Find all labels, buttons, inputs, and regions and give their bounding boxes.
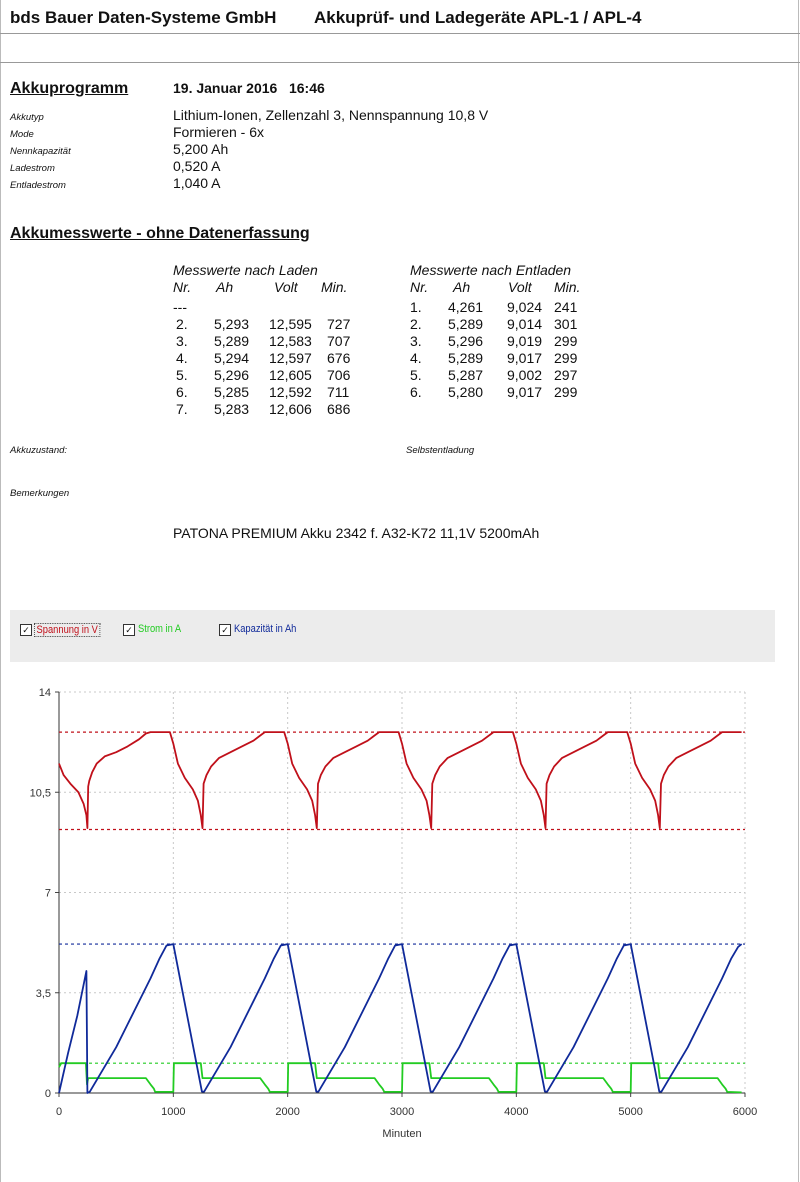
measure-title: Akkumesswerte - ohne Datenerfassung [10,225,310,242]
cell-volt: 12,592 [269,384,312,400]
field-row [10,124,610,141]
field-value: Lithium-Ionen, Zellenzahl 3, Nennspannung 10,8 V [173,107,489,123]
col-min: Min. [554,279,581,295]
cell-volt: 9,019 [507,333,543,349]
cell-volt: 9,024 [507,299,543,315]
cell-min: 297 [554,367,578,383]
cell-ah: 4,261 [448,299,484,315]
charge-table [173,279,373,418]
header-spacer [0,34,800,63]
program-title: Akkuprogramm [10,80,129,97]
cell-ah: 5,289 [448,316,484,332]
cell-nr: 2. [176,316,188,332]
cell-ah: 5,294 [214,350,250,366]
x-tick-label: 0 [55,1106,63,1118]
x-tick-label: 6000 [732,1106,758,1118]
cell-nr: 6. [176,384,188,400]
cell-min: 707 [327,333,351,349]
field-label: Nennkapazität [10,146,71,157]
y-tick-label: 3,5 [35,987,51,1000]
legend-label-spannung[interactable]: Spannung in V [34,623,100,637]
table-row [410,367,610,384]
cell-ah: 5,293 [214,316,250,332]
table-header [410,279,610,296]
y-tick-label: 10,5 [29,787,51,800]
page-header [0,0,800,34]
x-tick-label: 2000 [275,1106,300,1118]
cell-nr: 2. [410,316,422,332]
selbstentladung-label: Selbstentladung [406,445,475,456]
cell-nr: 7. [176,401,188,417]
series-line [59,1063,742,1092]
discharge-table [410,279,610,401]
col-volt: Volt [508,279,532,295]
table-row [173,299,373,316]
y-tick-label: 7 [44,887,51,900]
col-ah: Ah [453,279,471,295]
table-row [173,316,373,333]
table-row [173,384,373,401]
remark-text: PATONA PREMIUM Akku 2342 f. A32-K72 11,1V 5200mAh [173,525,540,541]
field-label: Entladestrom [10,180,66,191]
x-tick-label: 4000 [504,1106,529,1118]
checkbox-spannung[interactable]: ✓ [20,624,32,636]
field-label: Akkutyp [10,112,44,123]
cell-volt: 12,583 [269,333,312,349]
cell-nr: 3. [410,333,422,349]
series-line [59,732,742,828]
cell-ah: 5,296 [214,367,250,383]
checkbox-kapazitaet[interactable]: ✓ [219,624,231,636]
cell-nr: 5. [410,367,422,383]
cell-ah: 5,285 [214,384,250,400]
col-min: Min. [321,279,348,295]
field-label: Mode [10,129,34,140]
field-value: 0,520 A [173,158,221,174]
table-row [410,350,610,367]
cell-min: 299 [554,333,578,349]
cell-volt: 9,002 [507,367,543,383]
chart-legend-bar [10,610,775,662]
battery-chart [0,680,800,1160]
cell-min: 241 [554,299,578,315]
program-date: 19. Januar 2016 [173,80,278,96]
field-row [10,141,610,158]
cell-min: 299 [554,350,578,366]
company-name: bds Bauer Daten-Systeme GmbH [10,8,277,27]
cell-min: 727 [327,316,351,332]
cell-nr: 3. [176,333,188,349]
x-tick-label: 5000 [618,1106,643,1118]
col-volt: Volt [274,279,298,295]
cell-min: 711 [327,384,350,400]
cell-nr: --- [173,299,187,315]
checkbox-strom[interactable]: ✓ [123,624,135,636]
col-nr: Nr. [173,279,192,295]
cell-min: 299 [554,384,578,400]
cell-ah: 5,289 [214,333,250,349]
x-tick-label: 1000 [161,1106,186,1118]
discharge-table-title: Messwerte nach Entladen [410,262,572,278]
cell-volt: 12,597 [269,350,312,366]
cell-volt: 12,605 [269,367,312,383]
cell-ah: 5,289 [448,350,484,366]
legend-label-kapazitaet[interactable]: Kapazität in Ah [234,623,297,635]
table-row [410,299,610,316]
table-row [173,367,373,384]
cell-min: 676 [327,350,351,366]
table-row [173,333,373,350]
table-row [173,350,373,367]
table-header [173,279,373,296]
cell-volt: 9,014 [507,316,543,332]
cell-ah: 5,280 [448,384,484,400]
cell-ah: 5,296 [448,333,484,349]
akkuzustand-label: Akkuzustand: [10,445,68,456]
x-tick-label: 3000 [389,1106,415,1118]
cell-min: 301 [554,316,578,332]
charge-table-title: Messwerte nach Laden [173,262,318,278]
series-line [59,944,742,1093]
col-ah: Ah [216,279,234,295]
cell-ah: 5,287 [448,367,484,383]
program-fields [10,107,610,192]
product-name: Akkuprüf- und Ladegeräte APL-1 / APL-4 [314,8,642,27]
cell-nr: 4. [176,350,188,366]
program-datetime [173,80,325,96]
x-axis-label: Minuten [382,1128,422,1140]
table-row [410,384,610,401]
col-nr: Nr. [410,279,429,295]
y-tick-label: 0 [44,1088,51,1100]
table-row [410,316,610,333]
cell-nr: 6. [410,384,422,400]
field-row [10,107,610,124]
table-row [173,401,373,418]
cell-min: 686 [327,401,351,417]
cell-min: 706 [327,367,351,383]
cell-nr: 4. [410,350,422,366]
legend-label-strom[interactable]: Strom in A [138,623,182,635]
y-tick-label: 14 [38,687,51,699]
cell-volt: 9,017 [507,350,543,366]
bemerkungen-label: Bemerkungen [10,488,70,499]
cell-ah: 5,283 [214,401,250,417]
field-label: Ladestrom [10,163,55,174]
table-row [410,333,610,350]
field-row [10,158,610,175]
field-value: 1,040 A [173,175,221,191]
field-value: 5,200 Ah [173,141,229,157]
cell-volt: 9,017 [507,384,543,400]
field-row [10,175,610,192]
program-time: 16:46 [288,80,325,96]
cell-volt: 12,606 [269,401,312,417]
cell-nr: 5. [176,367,188,383]
cell-nr: 1. [410,299,422,315]
cell-volt: 12,595 [269,316,312,332]
field-value: Formieren - 6x [173,124,265,140]
